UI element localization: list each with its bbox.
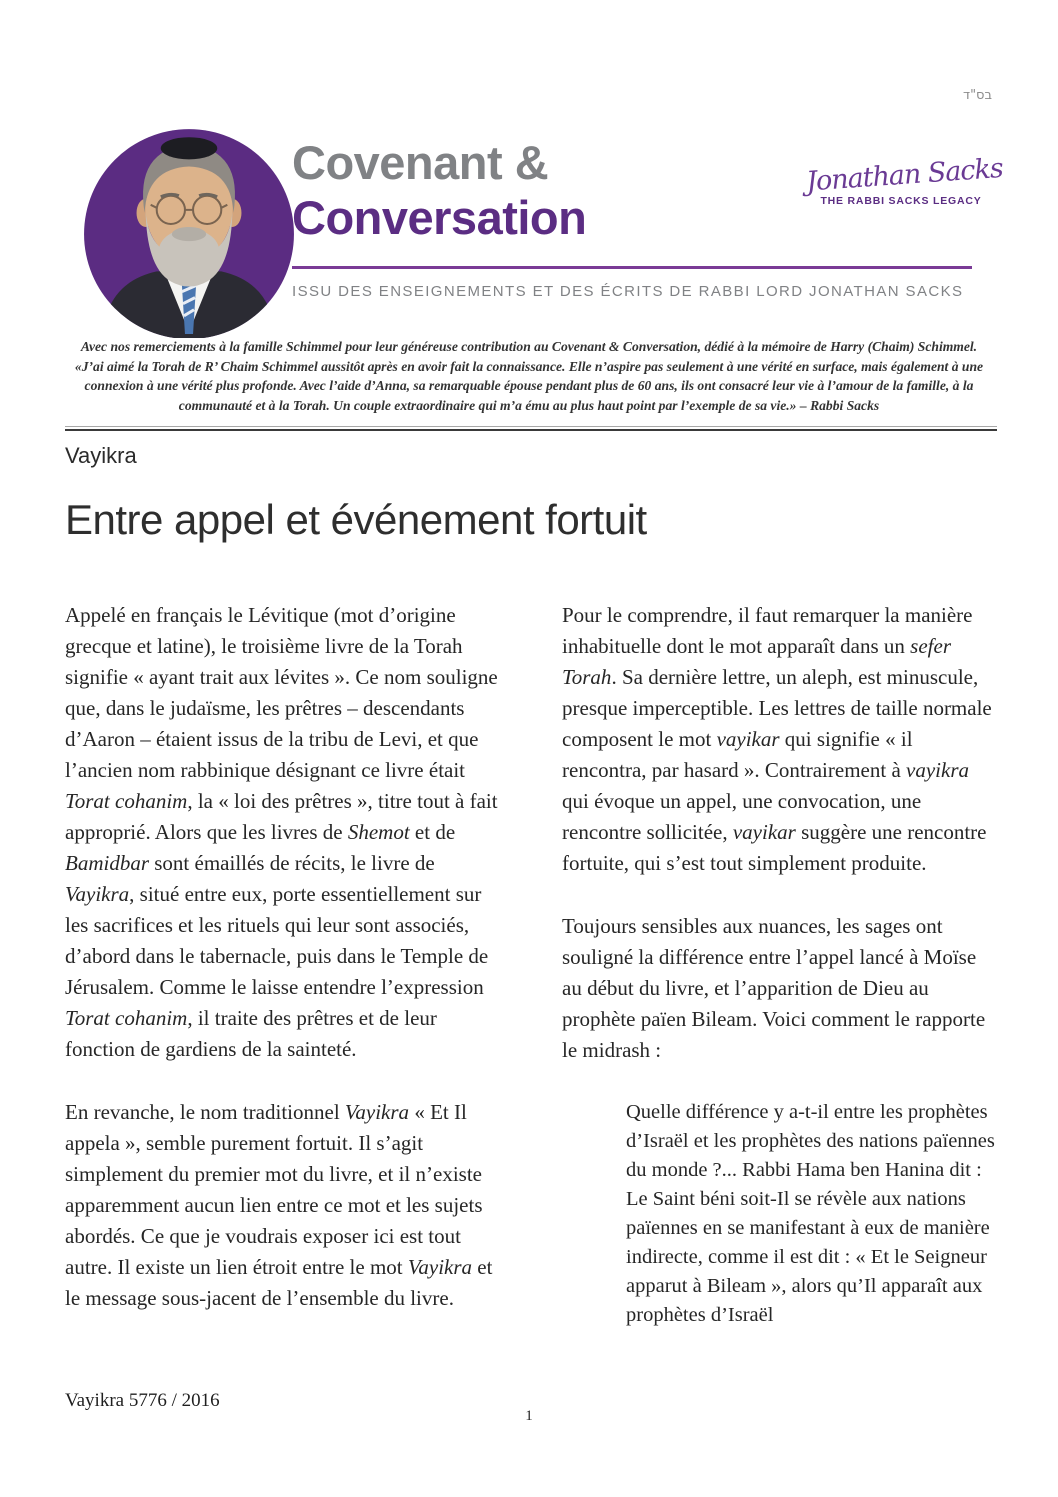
signature-text: Jonathan Sacks [805, 152, 1004, 198]
masthead-divider [292, 266, 972, 269]
parsha-label: Vayikra [65, 443, 137, 468]
footer-edition-label: Vayikra 5776 / 2016 [65, 1390, 220, 1411]
dedication-text: Avec nos remerciements à la famille Schimmel pour leur généreuse contribution au Covenant & Conversation, dédié à la mémoire de Harry (Chaim) Schimmel. «J’ai aimé la Torah de R’ Chaim Schimmel aussitôt après en avoir fait la connaissance. Elle n’aspire pas seulement à une vérité en surface, mais également à une connexion à une vérité plus profonde. Avec l’aide d’Anna, sa remarquable épouse pendant plus de 60 ans, ils ont consacré leur vie à l’amour de la famille, à la communauté et à la Torah. Un couple extraordinaire qui m’a ému au plus haut point par l’exemple de sa vie.» – Rabbi Sacks [74, 339, 984, 413]
left-column [65, 600, 500, 1346]
article-title: Entre appel et événement fortuit [65, 496, 647, 543]
midrash-blockquote: Quelle différence y a-t-il entre les prophètes d’Israël et les prophètes des nations païennes du monde ?... Rabbi Hama ben Hanina dit : Le Saint béni soit-Il se révèle aux nations païennes en se manifestant à eux de manière indirecte, comme il est dit : « Et le Seigneur apparut à Bileam », alors qu’Il apparaît aux prophètes d’Israël [626, 1101, 995, 1326]
masthead-tagline: ISSU DES ENSEIGNEMENTS ET DES ÉCRITS DE RABBI LORD JONATHAN SACKS [292, 283, 964, 300]
logo-title-line1: Covenant & [292, 136, 549, 189]
hebrew-bsd-mark: בס"ד [962, 88, 992, 103]
body-paragraph: En revanche, le nom traditionnel Vayikra « Et Il appela », semble purement fortuit. Il s’agit simplement du premier mot du livre, et il n’existe apparemment aucun lien entre ce mot et les sujets abordés. Ce que je voudrais exposer ici est tout autre. Il existe un lien étroit entre le mot Vayikra et le message sous-jacent de l’ensemble du livre. [65, 1100, 493, 1310]
article-body [65, 600, 997, 1346]
body-paragraph: Appelé en français le Lévitique (mot d’origine grecque et latine), le troisième livre de la Torah signifie « ayant trait aux lévites ». Ce nom souligne que, dans le judaïsme, les prêtres – descendants d’Aaron – étaient issus de la tribu de Levi, et que l’ancien nom rabbinique désignant ce livre était Torat cohanim, la « loi des prêtres », titre tout à fait approprié. Alors que les livres de Shemot et de Bamidbar sont émaillés de récits, le livre de Vayikra, situé entre eux, porte essentiellement sur les sacrifices et les rituels qui leur sont associés, d’abord dans le tabernacle, puis dans le Temple de Jérusalem. Comme le laisse entendre l’expression Torat cohanim, il traite des prêtres et de leur fonction de gardiens de la sainteté. [65, 603, 498, 1061]
rabbi-sacks-legacy-logo [805, 152, 1004, 207]
rabbi-portrait-icon [78, 116, 300, 338]
logo-title-line2: Conversation [292, 190, 587, 244]
page-number: 1 [525, 1408, 533, 1424]
body-paragraph: Pour le comprendre, il faut remarquer la manière inhabituelle dont le mot apparaît dans un sefer Torah. Sa dernière lettre, un aleph, est minuscule, presque imperceptible. Les lettres de taille normale composent le mot vayikar qui signifie « il rencontra, par hasard ». Contrairement à vayikra qui évoque un appel, une convocation, une rencontre sollicitée, vayikar suggère une rencontre fortuite, qui s’est tout simplement produite. [562, 603, 992, 875]
article-top-rule [65, 426, 997, 431]
legacy-label: THE RABBI SACKS LEGACY [820, 195, 982, 207]
body-paragraph: Toujours sensibles aux nuances, les sages ont souligné la différence entre l’appel lancé à Moïse au début du livre, et l’apparition de Dieu au prophète païen Bileam. Voici comment le rapporte le midrash : [562, 914, 986, 1062]
publication-logo [292, 136, 586, 246]
right-column [562, 600, 997, 1346]
portrait-photo [78, 116, 300, 343]
